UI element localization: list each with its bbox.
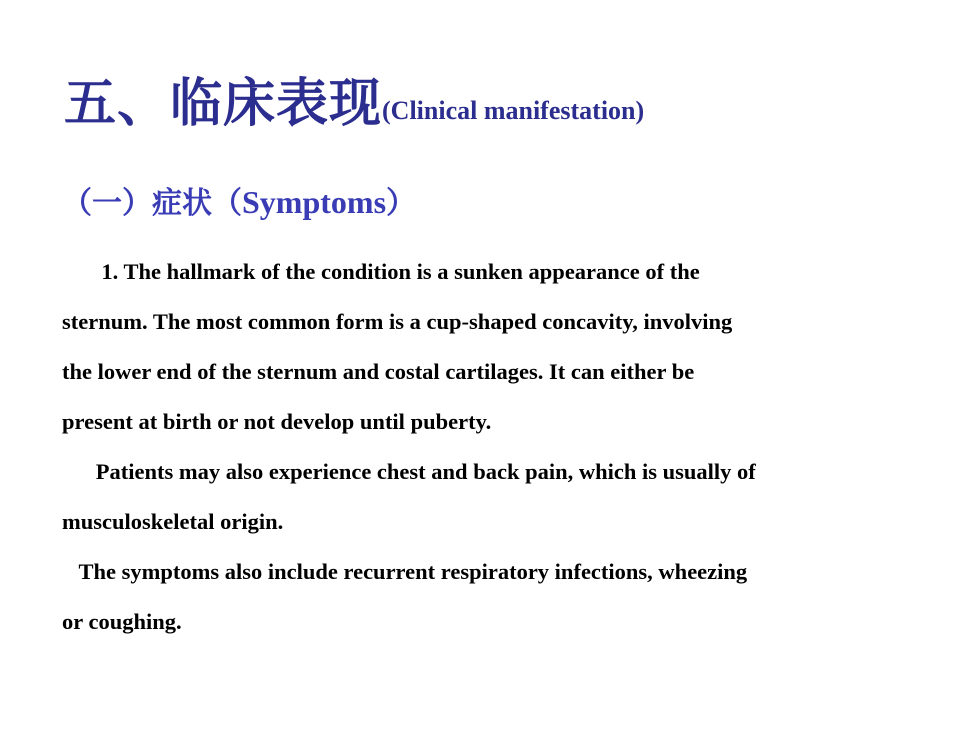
title-chinese: 五、临床表现 bbox=[64, 74, 383, 134]
body-line: sternum. The most common form is a cup-shaped concavity, involving bbox=[62, 309, 733, 334]
body-line: 1. The hallmark of the condition is a sunken appearance of the bbox=[62, 259, 700, 284]
section-heading-prefix: （一）症状（ bbox=[62, 186, 242, 221]
body-line: musculoskeletal origin. bbox=[62, 509, 284, 534]
body-text bbox=[62, 252, 922, 652]
title-english: (Clinical manifestation) bbox=[382, 96, 645, 125]
section-heading-english: Symptoms bbox=[242, 184, 387, 220]
section-heading bbox=[62, 186, 416, 219]
body-line: present at birth or not develop until puberty. bbox=[62, 409, 492, 434]
section-heading-suffix: ） bbox=[386, 186, 417, 221]
body-line: the lower end of the sternum and costal cartilages. It can either be bbox=[62, 359, 695, 384]
body-line: The symptoms also include recurrent respiratory infections, wheezing bbox=[62, 559, 748, 584]
slide-title bbox=[64, 74, 645, 134]
body-line: Patients may also experience chest and back pain, which is usually of bbox=[62, 459, 756, 484]
body-line: or coughing. bbox=[62, 609, 182, 634]
